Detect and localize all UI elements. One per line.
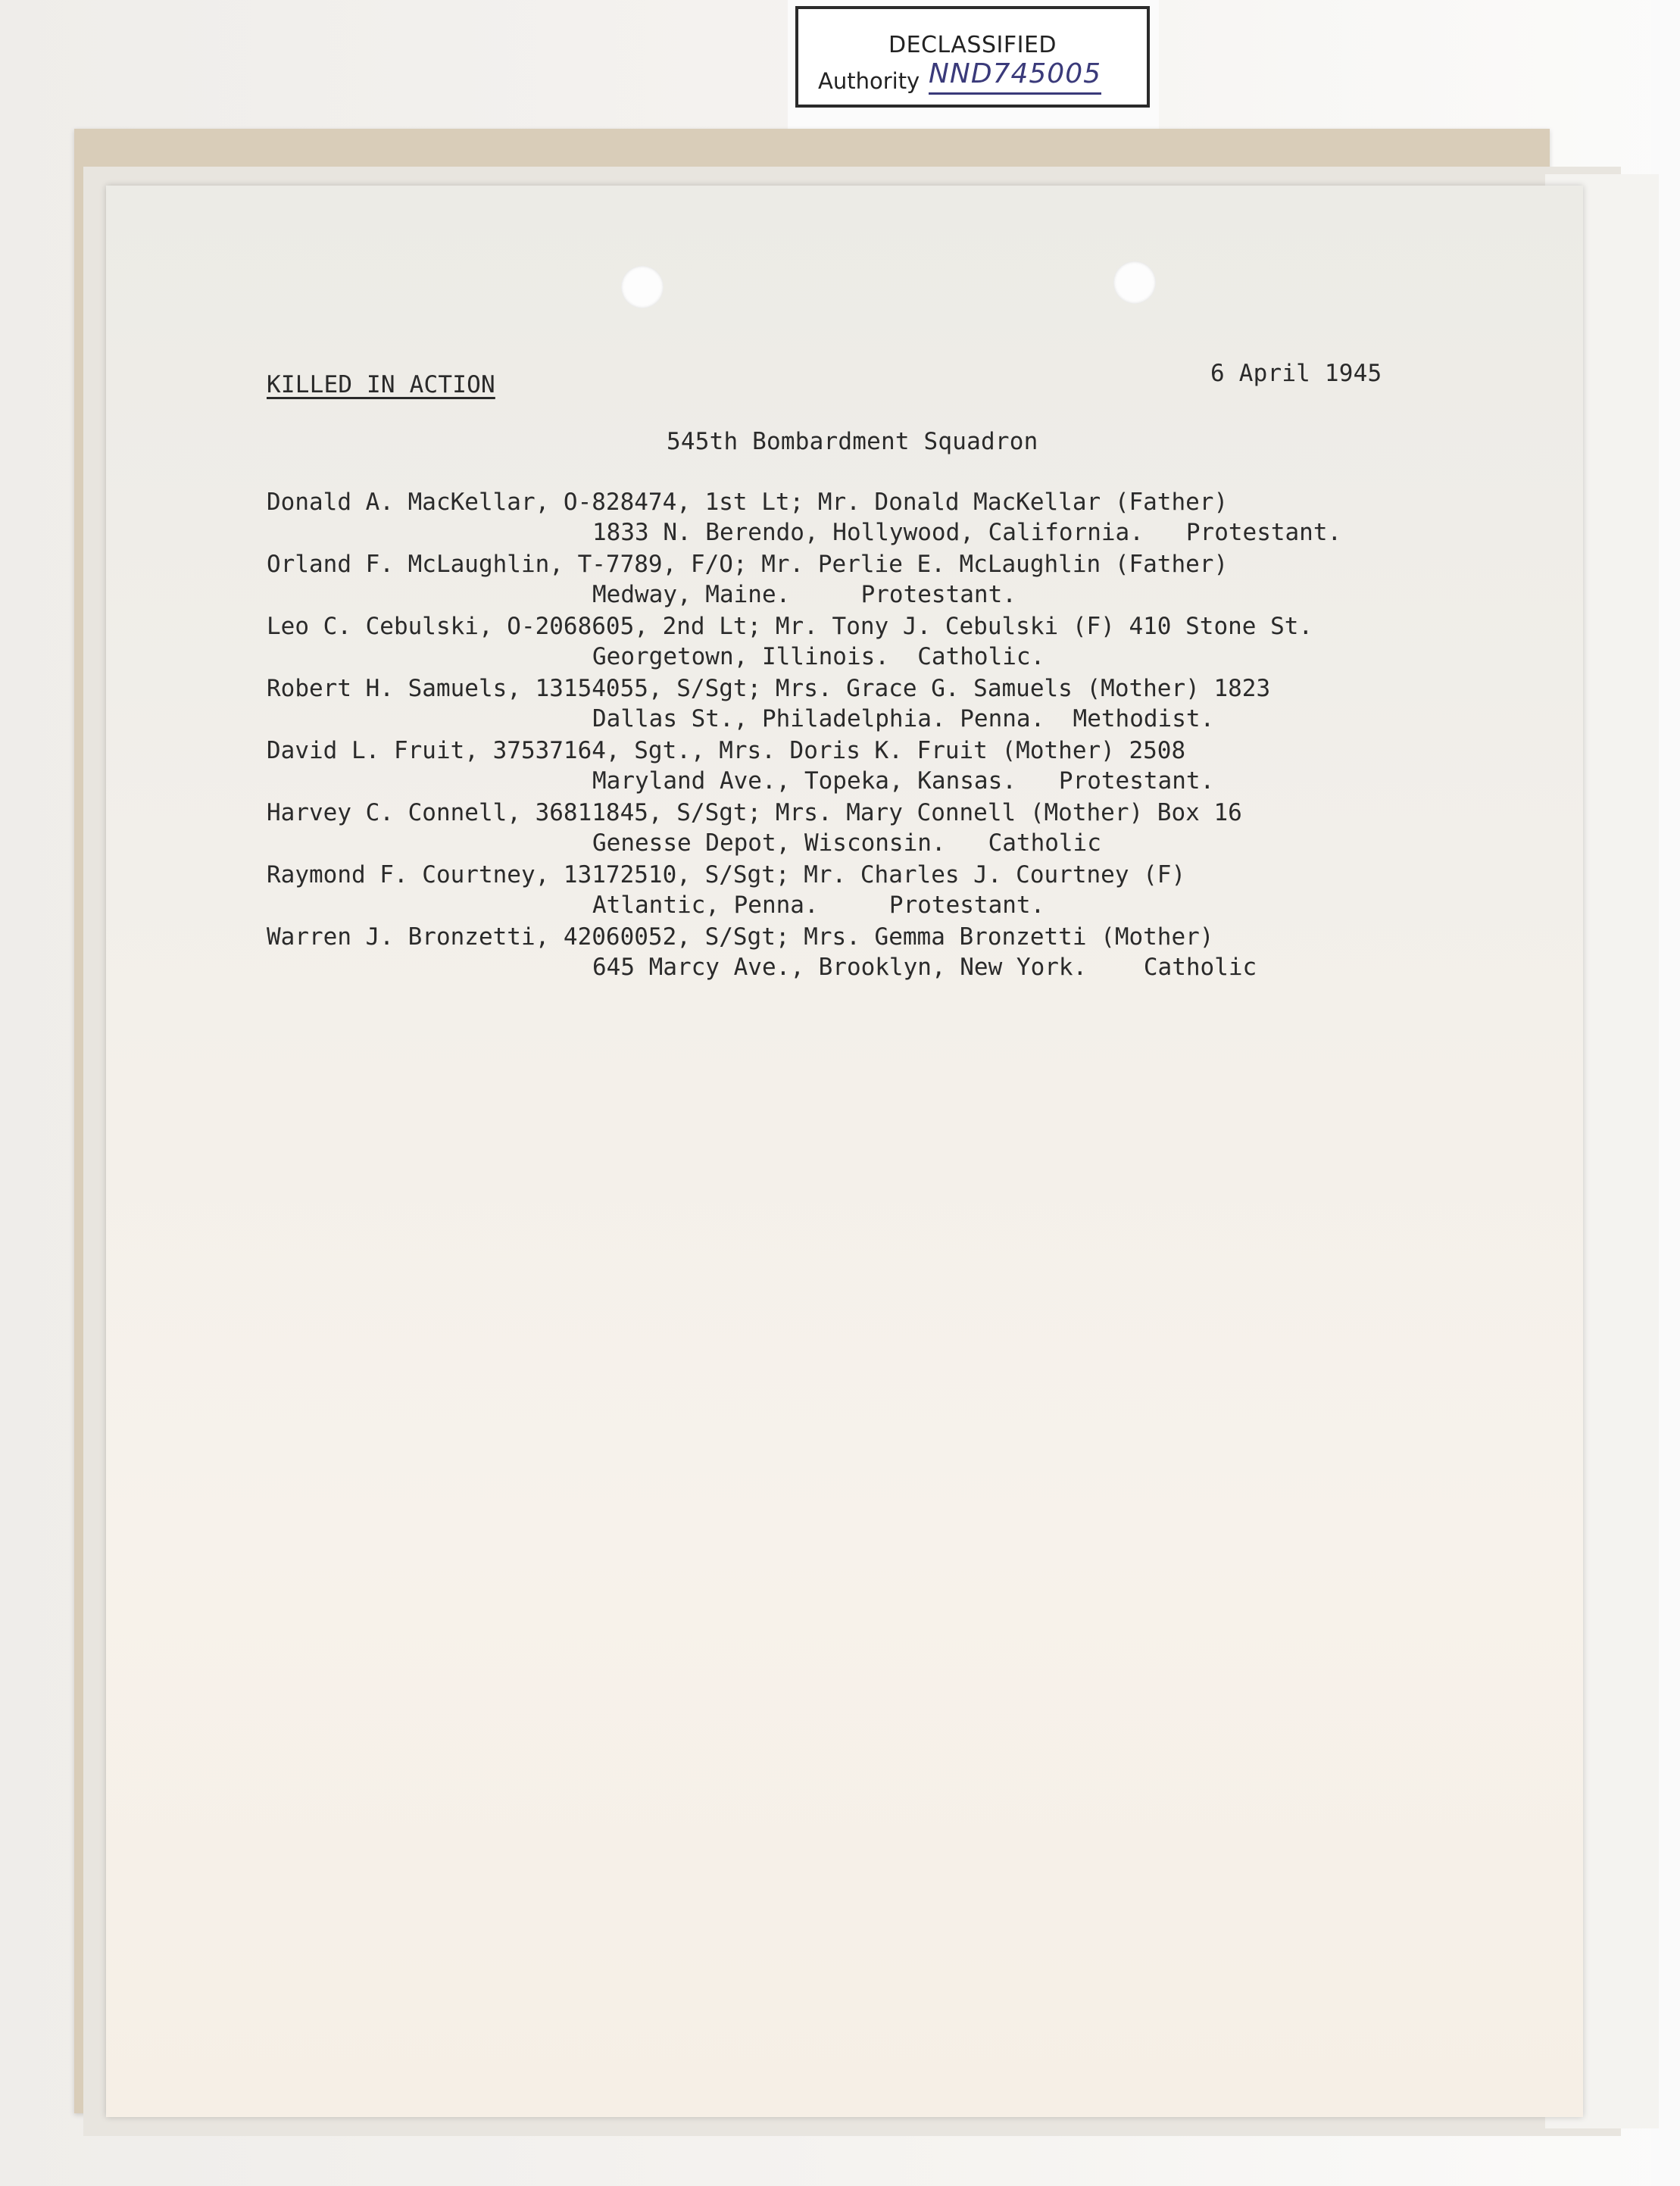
entry-address-line: 1833 N. Berendo, Hollywood, California. Protestant. <box>592 519 1342 546</box>
entry-address-line: 645 Marcy Ave., Brooklyn, New York. Catholic <box>592 954 1257 981</box>
entry-name-line: Leo C. Cebulski, O-2068605, 2nd Lt; Mr. Tony J. Cebulski (F) 410 Stone St. <box>267 613 1313 640</box>
roster-entry <box>267 737 1539 799</box>
entry-address-line: Maryland Ave., Topeka, Kansas. Protestant. <box>592 767 1215 795</box>
roster-entry <box>267 675 1539 737</box>
stamp-authority-label: Authority <box>818 68 920 94</box>
entry-address-line: Medway, Maine. Protestant. <box>592 581 1016 608</box>
entry-name-line: Donald A. MacKellar, O-828474, 1st Lt; Mr. Donald MacKellar (Father) <box>267 489 1229 516</box>
declassified-stamp <box>795 6 1150 108</box>
entry-address-line: Georgetown, Illinois. Catholic. <box>592 643 1045 670</box>
document-page <box>106 186 1583 2117</box>
roster-entry <box>267 799 1539 861</box>
document-date: 6 April 1945 <box>1210 360 1382 387</box>
roster-entry <box>267 489 1539 551</box>
entry-name-line: Warren J. Bronzetti, 42060052, S/Sgt; Mrs. Gemma Bronzetti (Mother) <box>267 923 1214 951</box>
document-heading: KILLED IN ACTION <box>267 371 495 398</box>
roster-entry <box>267 551 1539 613</box>
entry-address-line: Atlantic, Penna. Protestant. <box>592 892 1045 919</box>
entry-name-line: Orland F. McLaughlin, T-7789, F/O; Mr. Perlie E. McLaughlin (Father) <box>267 551 1229 578</box>
punch-hole-right <box>1113 261 1156 304</box>
roster-entry <box>267 613 1539 675</box>
unit-title: 545th Bombardment Squadron <box>667 428 1038 455</box>
roster-entry <box>267 861 1539 923</box>
punch-hole-left <box>621 266 664 308</box>
entry-name-line: David L. Fruit, 37537164, Sgt., Mrs. Doris K. Fruit (Mother) 2508 <box>267 737 1186 764</box>
entry-name-line: Raymond F. Courtney, 13172510, S/Sgt; Mr. Charles J. Courtney (F) <box>267 861 1186 888</box>
entry-address-line: Genesse Depot, Wisconsin. Catholic <box>592 829 1101 857</box>
entry-address-line: Dallas St., Philadelphia. Penna. Methodist. <box>592 705 1215 732</box>
casualty-roster <box>267 489 1539 985</box>
entry-name-line: Robert H. Samuels, 13154055, S/Sgt; Mrs. Grace G. Samuels (Mother) 1823 <box>267 675 1271 702</box>
stamp-authority-number: NND745005 <box>929 61 1101 95</box>
stamp-title: DECLASSIFIED <box>888 32 1057 58</box>
entry-name-line: Harvey C. Connell, 36811845, S/Sgt; Mrs. Mary Connell (Mother) Box 16 <box>267 799 1242 826</box>
roster-entry <box>267 923 1539 985</box>
